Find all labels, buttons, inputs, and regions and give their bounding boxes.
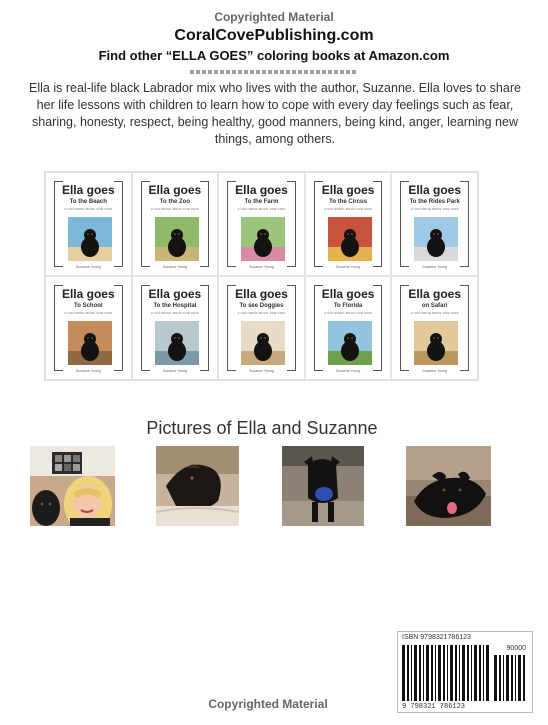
barcode-bar [467, 645, 469, 701]
barcode-bar [407, 645, 409, 701]
cover-illustration [68, 321, 112, 365]
barcode-bar [499, 655, 501, 701]
cover-title: Ella goes [408, 183, 462, 197]
cover-tagline: A COLORING BOOK FOR KIDS [410, 207, 459, 211]
book-cover [218, 172, 305, 276]
cover-author: Suzanne Young [162, 369, 188, 373]
cover-author: Suzanne Young [249, 265, 274, 269]
cover-illustration [328, 321, 372, 365]
book-cover [45, 276, 132, 380]
book-cover [218, 276, 305, 380]
cover-illustration [241, 217, 285, 261]
barcode-bar [471, 645, 472, 701]
barcode-bar [455, 645, 457, 701]
photo-ella-and-suzanne [30, 446, 115, 526]
cover-title: Ella goes [321, 183, 375, 197]
cover-tagline: A COLORING BOOK FOR KIDS [150, 207, 199, 211]
cover-title: Ella goes [148, 183, 202, 197]
cover-tagline: A COLORING BOOK FOR KIDS [324, 311, 373, 315]
barcode-bar [414, 645, 417, 701]
intro-paragraph: Ella is real-life black Labrador mix who lives with the author, Suzanne. Ella loves to share her life lessons with children to learn how to cope with every day feelings such as fear, sharing, honesty, respect, being healthy, good manners, being kind, anger, learning new things, among others. [29, 81, 521, 146]
book-cover [391, 172, 478, 276]
barcode-bar [438, 645, 441, 701]
cover-subtitle: To see Doggies [239, 303, 284, 309]
barcode-bar [518, 655, 521, 701]
copyright-bottom: Copyrighted Material [208, 697, 328, 711]
cover-title: Ella goes [321, 287, 375, 301]
cover-tagline: A COLORING BOOK FOR KIDS [237, 207, 286, 211]
cover-subtitle: To the Beach [69, 199, 107, 205]
book-cover [391, 276, 478, 380]
cover-tagline: A COLORING BOOK FOR KIDS [64, 311, 113, 315]
photo-ella-lying-down [406, 446, 491, 526]
barcode-bar [523, 655, 525, 701]
book-cover [132, 276, 219, 380]
barcode-bar [506, 655, 509, 701]
cover-subtitle: on Safari [421, 303, 448, 309]
cover-author: Suzanne Young [422, 369, 447, 373]
barcode-bar [447, 645, 448, 701]
barcode-bar [462, 645, 465, 701]
barcode-bar [435, 645, 436, 701]
cover-title: Ella goes [61, 287, 115, 301]
cover-title: Ella goes [235, 183, 288, 197]
barcode-bar [411, 645, 412, 701]
cover-tagline: A COLORING BOOK FOR KIDS [237, 311, 286, 315]
cover-illustration [328, 217, 372, 261]
cover-tagline: A COLORING BOOK FOR KIDS [64, 207, 113, 211]
barcode-bar [459, 645, 460, 701]
barcode-bar [419, 645, 421, 701]
barcode-bar [479, 645, 481, 701]
cover-title: Ella goes [408, 287, 462, 301]
find-books-line: Find other “ELLA GOES” coloring books at Amazon.com [98, 48, 450, 63]
photo-ella-with-toy [282, 446, 364, 526]
cover-illustration [155, 217, 199, 261]
cover-author: Suzanne Young [335, 369, 361, 373]
barcode-bar [511, 655, 513, 701]
cover-subtitle: To the Zoo [159, 199, 190, 205]
cover-illustration [155, 321, 199, 365]
cover-tagline: A COLORING BOOK FOR KIDS [410, 311, 459, 315]
book-covers-grid [44, 171, 479, 381]
cover-author: Suzanne Young [162, 265, 188, 269]
barcode-bar [443, 645, 445, 701]
book-cover [305, 172, 392, 276]
barcode-bar [450, 645, 453, 701]
cover-author: Suzanne Young [335, 265, 361, 269]
cover-title: Ella goes [235, 287, 288, 301]
book-cover [305, 276, 392, 380]
cover-subtitle: To the Hospital [153, 303, 197, 309]
price-barcode-bars [494, 655, 528, 701]
cover-author: Suzanne Young [422, 265, 447, 269]
barcode-bar [503, 655, 504, 701]
barcode-bar [423, 645, 424, 701]
barcode-bar [474, 645, 477, 701]
cover-title: Ella goes [148, 287, 202, 301]
divider [190, 70, 358, 74]
cover-subtitle: To the Rides Park [409, 199, 460, 205]
cover-author: Suzanne Young [76, 265, 101, 269]
barcode-bar [431, 645, 433, 701]
cover-illustration [68, 217, 112, 261]
cover-illustration [414, 321, 458, 365]
cover-subtitle: To the Farm [244, 199, 279, 205]
barcode-bar [494, 655, 497, 701]
copyright-top: Copyrighted Material [214, 10, 334, 24]
cover-author: Suzanne Young [249, 369, 274, 373]
barcode-digits: 9 798321 786123 [402, 703, 466, 711]
cover-author: Suzanne Young [76, 369, 101, 373]
cover-illustration [414, 217, 458, 261]
barcode-bar [483, 645, 484, 701]
cover-illustration [241, 321, 285, 365]
book-cover [45, 172, 132, 276]
barcode-bars [402, 645, 490, 701]
barcode-bar [426, 645, 429, 701]
book-cover [132, 172, 219, 276]
barcode-bar [486, 645, 489, 701]
price-code: 90000 [506, 645, 526, 652]
photo-ella-on-bed [156, 446, 239, 526]
cover-subtitle: To School [74, 303, 103, 309]
barcode-bar [515, 655, 516, 701]
cover-tagline: A COLORING BOOK FOR KIDS [150, 311, 199, 315]
pictures-title: Pictures of Ella and Suzanne [146, 418, 378, 438]
cover-subtitle: To Florida [333, 303, 363, 309]
isbn-label: ISBN 9798321786123 [402, 634, 471, 641]
barcode-bar [402, 645, 405, 701]
cover-subtitle: To the Circus [329, 199, 368, 205]
cover-tagline: A COLORING BOOK FOR KIDS [324, 207, 373, 211]
cover-title: Ella goes [61, 183, 115, 197]
publisher-site: CoralCovePublishing.com [174, 27, 374, 44]
